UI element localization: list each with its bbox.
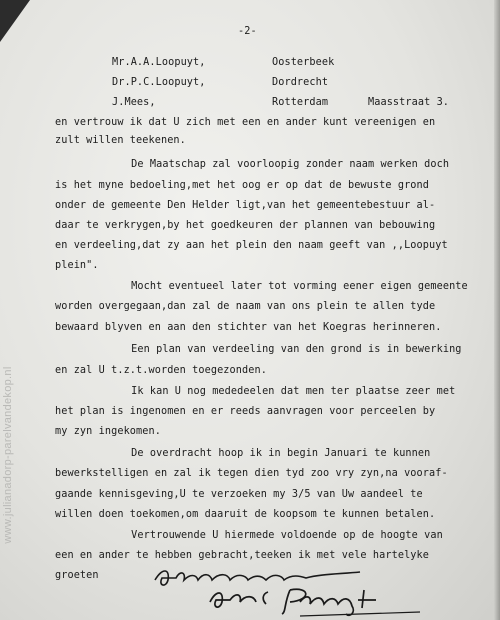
- addressee-city: Oosterbeek: [272, 57, 335, 68]
- body-line: Vertrouwende U hiermede voldoende op de hoogte van: [100, 530, 443, 541]
- addressee-city: Dordrecht: [272, 77, 329, 88]
- page-edge-shadow: [494, 0, 500, 620]
- body-line: onder de gemeente Den Helder ligt,van het gemeentebestuur al-: [55, 200, 436, 211]
- body-line: gaande kennisgeving,U te verzoeken my 3/5 van Uw aandeel te: [55, 489, 423, 500]
- body-line: Een plan van verdeeling van den grond is in bewerking: [100, 344, 462, 355]
- watermark: [0, 0, 16, 620]
- body-line: Ik kan U nog mededeelen dat men ter plaatse zeer met: [100, 386, 456, 397]
- body-line: worden overgegaan,dan zal de naam van ons plein te allen tyde: [55, 301, 436, 312]
- body-line: plein".: [55, 260, 99, 271]
- body-line: en vertrouw ik dat U zich met een en ander kunt vereenigen en: [55, 117, 436, 128]
- body-line: groeten: [55, 570, 99, 581]
- body-line: bewaard blyven en aan den stichter van het Koegras herinneren.: [55, 322, 442, 333]
- body-line: het plan is ingenomen en er reeds aanvragen voor perceelen by: [55, 406, 436, 417]
- body-line: een en ander te hebben gebracht,teeken ik met vele hartelyke: [55, 550, 430, 561]
- body-line: en verdeeling,dat zy aan het plein den naam geeft van ,,Loopuyt: [55, 240, 448, 251]
- body-line: De Maatschap zal voorloopig zonder naam werken doch: [100, 159, 450, 170]
- handwritten-signature: [150, 560, 440, 620]
- addressee-street: Maasstraat 3.: [368, 97, 450, 108]
- page-number: -2-: [238, 26, 257, 37]
- body-line: De overdracht hoop ik in begin Januari te kunnen: [100, 448, 431, 459]
- body-line: my zyn ingekomen.: [55, 426, 161, 437]
- addressee-city: Rotterdam: [272, 97, 329, 108]
- body-line: is het myne bedoeling,met het oog er op dat de bewuste grond: [55, 180, 430, 191]
- addressee-name: J.Mees,: [112, 97, 156, 108]
- body-line: willen doen toekomen,om daaruit de koopsom te kunnen betalen.: [55, 509, 436, 520]
- addressee-name: Dr.P.C.Loopuyt,: [112, 77, 206, 88]
- body-line: bewerkstelligen en zal ik tegen dien tyd zoo vry zyn,na vooraf-: [55, 468, 448, 479]
- watermark-text: www.julianadorp-parelvandekop.nl: [2, 366, 14, 544]
- body-line: daar te verkrygen,by het goedkeuren der plannen van bebouwing: [55, 220, 436, 231]
- body-line: en zal U t.z.t.worden toegezonden.: [55, 365, 267, 376]
- addressee-name: Mr.A.A.Loopuyt,: [112, 57, 206, 68]
- body-line: zult willen teekenen.: [55, 135, 186, 146]
- body-line: Mocht eventueel later tot vorming eener eigen gemeente: [100, 281, 468, 292]
